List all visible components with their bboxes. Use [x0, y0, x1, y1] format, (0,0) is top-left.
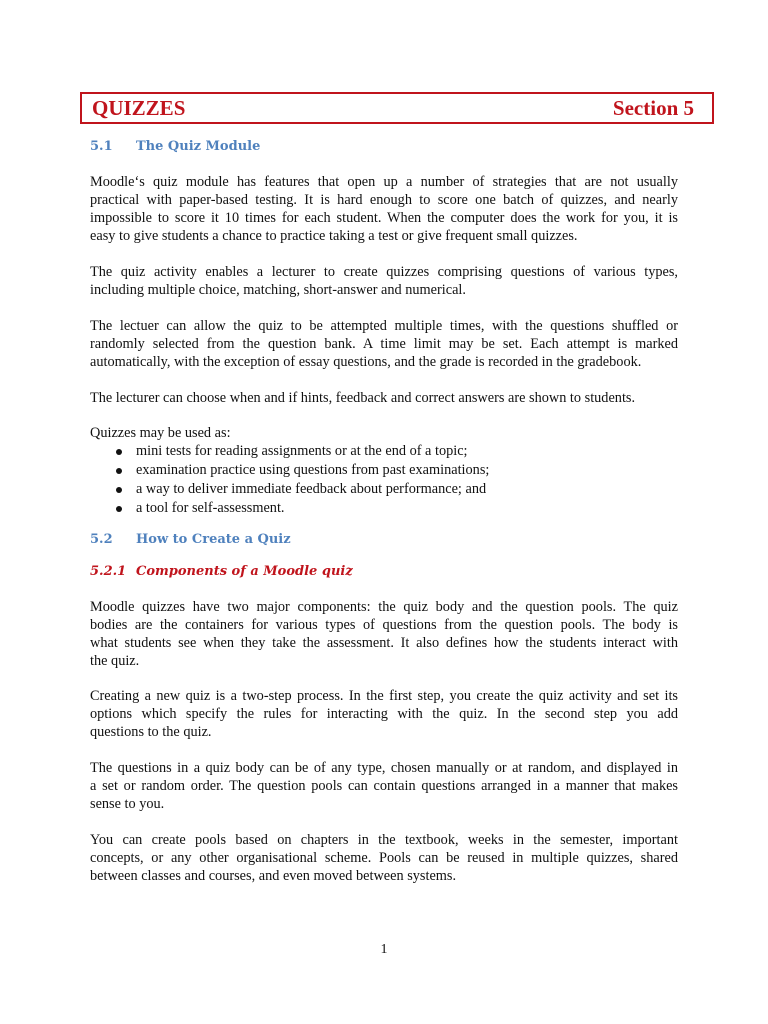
heading-text: Components of a Moodle quiz	[136, 564, 353, 579]
text-line: The quiz activity enables a lecturer to create quizzes comprising questions of various types,	[90, 264, 678, 280]
paragraph-quiz-module	[90, 173, 678, 245]
heading-number: 5.2	[90, 532, 113, 547]
uses-list	[90, 442, 678, 518]
text-line: Quizzes may be used as:	[90, 425, 231, 441]
text-line: automatically, with the exception of essay questions, and the grade is recorded in the gradebook.	[90, 354, 642, 370]
heading-5-1	[90, 139, 260, 154]
text-line: The lectuer can allow the quiz to be attempted multiple times, with the questions shuffled or	[90, 318, 678, 334]
list-item: examination practice using questions from past examinations;	[90, 461, 678, 480]
text-line: The questions in a quiz body can be of any type, chosen manually or at random, and displayed in	[90, 760, 678, 776]
text-line: sense to you.	[90, 796, 165, 812]
text-line: Moodle quizzes have two major components: the quiz body and the question pools. The quiz	[90, 599, 678, 615]
text-line: the quiz.	[90, 653, 140, 669]
list-item: a way to deliver immediate feedback about performance; and	[90, 480, 678, 499]
text-line: concepts, or any other organisational scheme. Pools can be reused in multiple quizzes, shared	[90, 850, 678, 866]
heading-text: The Quiz Module	[136, 139, 261, 154]
paragraph-attempts	[90, 317, 678, 371]
heading-5-2	[90, 532, 291, 547]
text-line: randomly selected from the question bank. A time limit may be set. Each attempt is marked	[90, 336, 678, 352]
text-line: options which specify the rules for interacting with the quiz. In the second step you add	[90, 706, 678, 722]
paragraph-hints	[90, 389, 678, 407]
chapter-title: QUIZZES	[92, 95, 186, 120]
text-line: easy to give students a chance to practice taking a test or give frequent small quizzes.	[90, 228, 578, 244]
text-line: including multiple choice, matching, short-answer and numerical.	[90, 282, 466, 298]
heading-number: 5.2.1	[90, 564, 127, 579]
text-line: You can create pools based on chapters in the textbook, weeks in the semester, important	[90, 832, 678, 848]
paragraph-uses-intro	[90, 424, 678, 442]
text-line: questions to the quiz.	[90, 724, 212, 740]
heading-5-2-1	[90, 564, 353, 579]
paragraph-question-types	[90, 759, 678, 813]
section-label: Section 5	[612, 95, 694, 120]
section-title-box	[80, 92, 714, 124]
text-line: bodies are the containers for various types of questions from the question pools. The body is	[90, 617, 678, 633]
paragraph-two-step	[90, 687, 678, 741]
heading-number: 5.1	[90, 139, 113, 154]
paragraph-quiz-activity	[90, 263, 678, 299]
text-line: what students see when they take the assessment. It also defines how the students interact with	[90, 635, 678, 651]
list-item: a tool for self-assessment.	[90, 499, 678, 518]
text-line: The lecturer can choose when and if hints, feedback and correct answers are shown to students.	[90, 390, 636, 406]
text-line: Moodle‘s quiz module has features that open up a number of strategies that are not usually	[90, 174, 678, 190]
list-item: mini tests for reading assignments or at the end of a topic;	[90, 442, 678, 461]
heading-text: How to Create a Quiz	[136, 532, 291, 547]
paragraph-pools	[90, 831, 678, 885]
text-line: a set or random order. The question pools can contain questions arranged in a manner that makes	[90, 778, 678, 794]
text-line: Creating a new quiz is a two-step process. In the first step, you create the quiz activity and set its	[90, 688, 678, 704]
page-number: 1	[380, 942, 388, 957]
text-line: impossible to score it 10 times for each student. When the computer does the work for you, it is	[90, 210, 678, 226]
text-line: practical with paper-based testing. It is hard enough to score one batch of quizzes, and nearly	[90, 192, 678, 208]
text-line: between classes and courses, and even moved between systems.	[90, 868, 457, 884]
paragraph-components	[90, 598, 678, 670]
